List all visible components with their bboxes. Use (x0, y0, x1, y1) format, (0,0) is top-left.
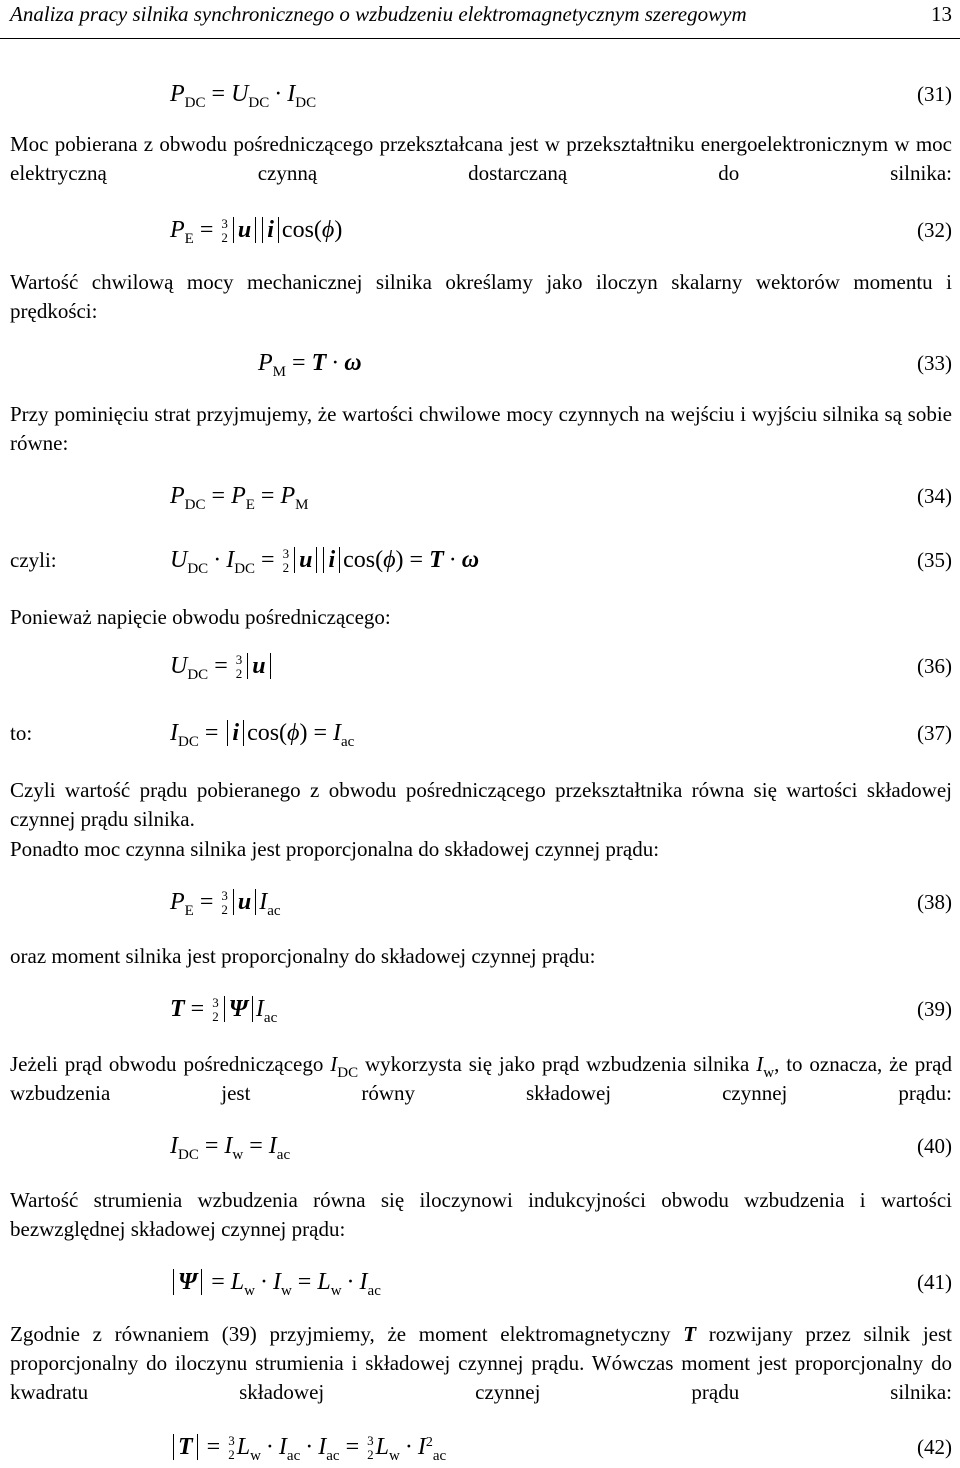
equation-35-body: $U_{DC} \cdot I_{DC}$ = 3 2 u i cos(ϕ) = T · ω (170, 546, 480, 577)
paragraph: oraz moment silnika jest proporcjonalny do składowej czynnej prądu: (10, 944, 596, 968)
paragraph: Przy pominięciu strat przyjmujemy, że wartości chwilowe mocy czynnych na wejściu i wyjściu silnika są sobie równe: (10, 402, 952, 455)
equation-41 (0, 1262, 960, 1302)
paragraph: Czyli wartość prądu pobieranego z obwodu pośredniczącego przekształtnika równa się wartości składowej czynnej prądu silnika. (10, 778, 952, 831)
page-header (0, 0, 960, 39)
equation-38-body: $P_E$ = 3 2 u $I_{ac}$ (170, 888, 281, 919)
fraction: 3 2 (228, 1433, 235, 1463)
equation-number: (42) (917, 1435, 952, 1459)
paragraph: Wartość strumienia wzbudzenia równa się iloczynowi indukcyjności obwodu wzbudzenia i wartości bezwzględnej składowej czynnej prądu: (10, 1188, 952, 1241)
equation-42-body: T = 3 2 $L_w \cdot I_{ac} \cdot I_{ac}$ = 3 2 $L_w \cdot I^2_{ac}$ (170, 1427, 446, 1467)
paragraph: Zgodnie z równaniem (39) przyjmiemy, że moment elektromagnetyczny T rozwijany przez silnik jest proporcjonalny do iloczynu strumienia i składowej czynnej prądu. Wówczas moment jest proporcjonalny do kwadratu składowej czynnej prądu silnika: (10, 1322, 952, 1404)
equation-prefix: czyli: (10, 548, 57, 572)
equation-number: (34) (917, 484, 952, 508)
equation-34 (0, 476, 960, 516)
paragraph: Ponadto moc czynna silnika jest proporcjonalna do składowej czynnej prądu: (10, 837, 660, 861)
equation-33-body: $P_M = T \cdot \omega$ (258, 350, 362, 380)
equation-33 (0, 343, 960, 383)
equation-number: (39) (917, 997, 952, 1021)
equation-41-body: $\Psi = L_w \cdot I_w = L_w \cdot I_{ac}$ (170, 1262, 381, 1302)
fraction: 3 2 (221, 216, 228, 246)
equation-37 (0, 713, 960, 753)
paragraph: Jeżeli prąd obwodu pośredniczącego $I_{DC}$ wykorzysta się jako prąd wzbudzenia silnika $I_w$, to oznacza, że prąd wzbudzenia jest równy składowej czynnej prądu: (10, 1052, 953, 1105)
equation-32 (0, 210, 960, 250)
equation-38 (0, 882, 960, 922)
paragraph: Moc pobierana z obwodu pośredniczącego przekształcana jest w przekształtniku energoelektronicznym w moc elektryczną czynną dostarczaną do silnika: (10, 132, 952, 185)
equation-prefix: to: (10, 721, 33, 745)
equation-number: (31) (917, 82, 952, 106)
fraction: 3 2 (367, 1433, 374, 1463)
page-number: 13 (931, 2, 952, 26)
equation-number: (36) (917, 654, 952, 678)
equation-40 (0, 1126, 960, 1166)
paragraph: Ponieważ napięcie obwodu pośredniczącego: (10, 605, 391, 629)
equation-36-body: $U_{DC}$ = 3 2 u (170, 646, 274, 686)
equation-31 (0, 74, 960, 114)
equation-31-body: $P_{DC} = U_{DC} \cdot I_{DC}$ (170, 81, 317, 111)
equation-34-body: $P_{DC} = P_E = P_M$ (170, 483, 309, 513)
equation-number: (40) (917, 1134, 952, 1158)
running-title: Analiza pracy silnika synchronicznego o wzbudzeniu elektromagnetycznym szeregowym (10, 2, 747, 26)
equation-35 (0, 540, 960, 580)
fraction: 3 2 (282, 546, 290, 576)
equation-number: (33) (917, 351, 952, 375)
fraction: 3 2 (212, 995, 219, 1025)
equation-42 (0, 1427, 960, 1467)
equation-39-body: T = 3 2 Ψ $I_{ac}$ (170, 995, 278, 1026)
equation-number: (41) (917, 1270, 952, 1294)
paragraph: Wartość chwilową mocy mechanicznej silnika określamy jako iloczyn skalarny wektorów momentu i prędkości: (10, 270, 952, 323)
equation-36 (0, 646, 960, 686)
equation-40-body: $I_{DC} = I_w = I_{ac}$ (170, 1133, 291, 1163)
equation-number: (37) (917, 721, 952, 745)
equation-number: (38) (917, 890, 952, 914)
fraction: 3 2 (235, 652, 243, 682)
fraction: 3 2 (221, 888, 228, 918)
equation-number: (32) (917, 218, 952, 242)
equation-39 (0, 989, 960, 1029)
equation-32-body: $P_E$ = 3 2 u i cos(ϕ) (170, 216, 343, 247)
equation-37-body: $I_{DC} = i$ $\cos(\phi) = I_{ac}$ (170, 720, 355, 750)
equation-number: (35) (917, 548, 952, 572)
